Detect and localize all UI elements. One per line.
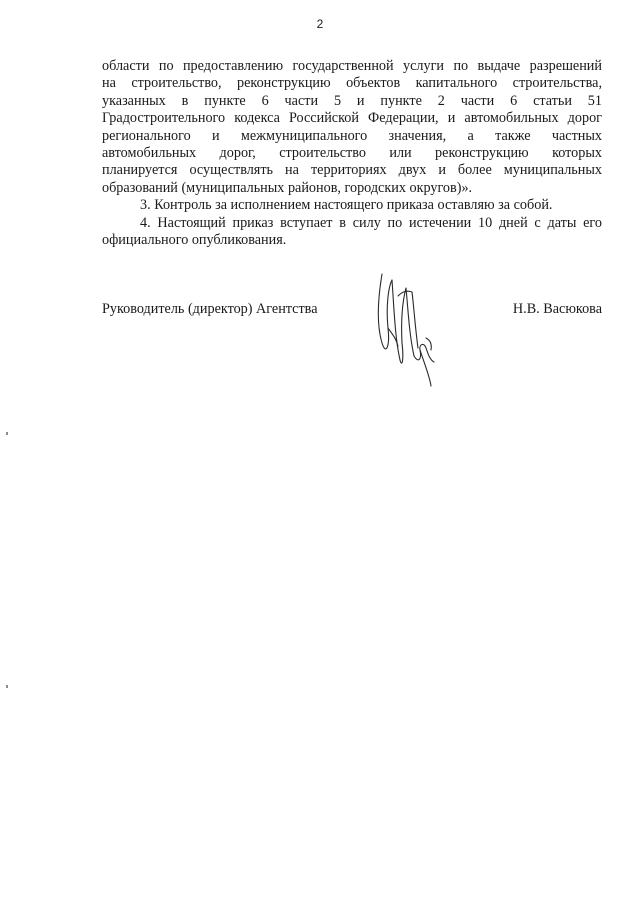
body-line: образований (муниципальных районов, городских округов)». (102, 179, 473, 196)
body-line: регионального и межмуниципального значения, а также частных (102, 127, 602, 144)
body-line: планируется осуществлять на территориях двух и более муниципальных (102, 162, 602, 179)
body-line: официального опубликования. (102, 232, 287, 249)
paragraph-4: 4. Настоящий приказ вступает в силу по истечении 10 дней с даты его (140, 214, 602, 231)
body-line: автомобильных дорог, строительство или реконструкцию которых (102, 145, 602, 162)
body-line: области по предоставлению государственной услуги по выдаче разрешений (102, 58, 602, 74)
scan-mark (6, 685, 8, 688)
handwritten-signature (368, 268, 448, 393)
body-line: указанных в пункте 6 части 5 и пункте 2 части 6 статьи 51 (102, 92, 602, 109)
body-line: на строительство, реконструкцию объектов капитального строительства, (102, 75, 602, 92)
signatory-name: Н.В. Васюкова (512, 301, 602, 317)
signatory-role: Руководитель (директор) Агентства (102, 301, 318, 317)
page-number: 2 (316, 17, 324, 31)
body-line: Градостроительного кодекса Российской Федерации, и автомобильных дорог (102, 110, 602, 127)
document-body (102, 58, 602, 249)
scan-mark (6, 432, 8, 435)
paragraph-3: 3. Контроль за исполнением настоящего приказа оставляю за собой. (140, 197, 553, 214)
